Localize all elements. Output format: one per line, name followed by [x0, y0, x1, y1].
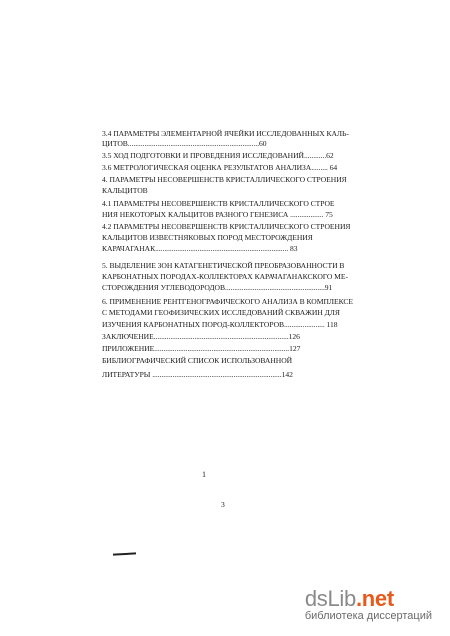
toc-line: 3.4 ПАРАМЕТРЫ ЭЛЕМЕНТАРНОЙ ЯЧЕЙКИ ИССЛЕДОВАННЫХ КАЛЬ-: [102, 129, 349, 138]
page-number: 3: [221, 500, 225, 509]
page-mark: 1: [202, 470, 206, 479]
toc-line: КАРАЧАГАНАК........................................................................ 83: [102, 244, 298, 253]
toc-line: КАРБОНАТНЫХ ПОРОДАХ-КОЛЛЕКТОРАХ КАРАЧАГАНАКСКОГО МЕ-: [102, 272, 348, 281]
watermark-tagline: библиотека диссертаций: [304, 610, 432, 622]
toc-line: С МЕТОДАМИ ГЕОФИЗИЧЕСКИХ ИССЛЕДОВАНИЙ СКВАЖИН ДЛЯ: [102, 308, 340, 317]
toc-line: ЦИТОВ.......................................................................60: [102, 139, 267, 148]
toc-line: ИЗУЧЕНИЯ КАРБОНАТНЫХ ПОРОД-КОЛЛЕКТОРОВ...................... 118: [102, 320, 338, 329]
toc-line: 5. ВЫДЕЛЕНИЕ ЗОН КАТАГЕНЕТИЧЕСКОЙ ПРЕОБРАЗОВАННОСТИ В: [102, 261, 345, 270]
watermark: [304, 586, 432, 622]
toc-line: 6. ПРИМЕНЕНИЕ РЕНТГЕНОГРАФИЧЕСКОГО АНАЛИЗА В КОМПЛЕКСЕ: [102, 297, 353, 306]
toc-line: ЗАКЛЮЧЕНИЕ.........................................................................126: [102, 332, 300, 341]
toc-line: 4.1 ПАРАМЕТРЫ НЕСОВЕРШЕНСТВ КРИСТАЛЛИЧЕСКОГО СТРОЕ: [102, 199, 335, 208]
toc-line: ПРИЛОЖЕНИЕ.........................................................................127: [102, 344, 301, 353]
watermark-logo: dsLib.net: [304, 586, 394, 611]
toc-line: 3.5 ХОД ПОДГОТОВКИ И ПРОВЕДЕНИЯ ИССЛЕДОВАНИЙ............62: [102, 151, 334, 160]
toc-line: 4. ПАРАМЕТРЫ НЕСОВЕРШЕНСТВ КРИСТАЛЛИЧЕСКОГО СТРОЕНИЯ: [102, 175, 347, 184]
toc-line: ЛИТЕРАТУРЫ ......................................................................142: [102, 370, 293, 379]
toc-line: 4.2 ПАРАМЕТРЫ НЕСОВЕРШЕНСТВ КРИСТАЛЛИЧЕСКОГО СТРОЕНИЯ: [102, 222, 351, 231]
toc-line: КАЛЬЦИТОВ ИЗВЕСТНЯКОВЫХ ПОРОД МЕСТОРОЖДЕНИЯ: [102, 233, 313, 242]
toc-line: 3.6 МЕТРОЛОГИЧЕСКАЯ ОЦЕНКА РЕЗУЛЬТАТОВ АНАЛИЗА......... 64: [102, 163, 338, 172]
toc-line: БИБЛИОГРАФИЧЕСКИЙ СПИСОК ИСПОЛЬЗОВАННОЙ: [102, 356, 293, 365]
toc-line: СТОРОЖДЕНИЯ УГЛЕВОДОРОДОВ......................................................91: [102, 283, 333, 292]
toc-line: КАЛЬЦИТОВ: [102, 186, 148, 195]
toc-line: НИЯ НЕКОТОРЫХ КАЛЬЦИТОВ РАЗНОГО ГЕНЕЗИСА .................. 75: [102, 210, 333, 219]
margin-dash: [113, 552, 136, 555]
